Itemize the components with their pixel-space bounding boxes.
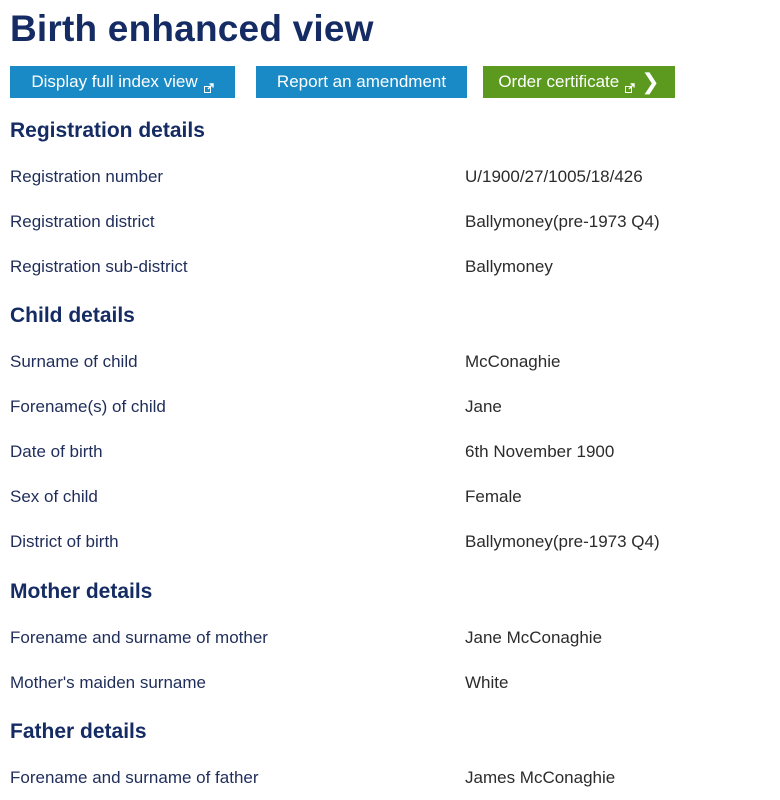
mother-maiden-surname-value: White <box>465 673 509 692</box>
registration-number-value: U/1900/27/1005/18/426 <box>465 167 643 186</box>
sex-of-child-label: Sex of child <box>10 487 98 506</box>
registration-district-value: Ballymoney(pre-1973 Q4) <box>465 212 660 231</box>
report-amendment-button[interactable] <box>256 66 467 98</box>
display-full-index-button[interactable] <box>10 66 235 98</box>
child-forename-label: Forename(s) of child <box>10 397 166 416</box>
district-of-birth-label: District of birth <box>10 532 119 551</box>
section-heading-child: Child details <box>10 304 135 327</box>
section-heading-father: Father details <box>10 720 147 743</box>
external-link-icon <box>625 78 635 88</box>
registration-number-label: Registration number <box>10 167 164 186</box>
display-full-index-label: Display full index view <box>31 72 198 91</box>
child-surname-label: Surname of child <box>10 352 138 371</box>
order-certificate-label: Order certificate <box>498 72 620 91</box>
date-of-birth-value: 6th November 1900 <box>465 442 615 461</box>
registration-sub-district-value: Ballymoney <box>465 257 553 276</box>
sex-of-child-value: Female <box>465 487 522 506</box>
child-surname-value: McConaghie <box>465 352 561 371</box>
mother-name-value: Jane McConaghie <box>465 628 603 647</box>
report-amendment-label: Report an amendment <box>276 72 447 91</box>
section-heading-registration: Registration details <box>10 119 205 142</box>
order-certificate-button[interactable] <box>483 66 675 98</box>
mother-maiden-surname-label: Mother's maiden surname <box>10 673 206 692</box>
registration-sub-district-label: Registration sub-district <box>10 257 188 276</box>
district-of-birth-value: Ballymoney(pre-1973 Q4) <box>465 532 660 551</box>
father-name-value: James McConaghie <box>465 768 616 787</box>
chevron-right-icon: ❯ <box>641 69 660 94</box>
date-of-birth-label: Date of birth <box>10 442 103 461</box>
father-name-label: Forename and surname of father <box>10 768 259 787</box>
registration-district-label: Registration district <box>10 212 155 231</box>
mother-name-label: Forename and surname of mother <box>10 628 268 647</box>
section-heading-mother: Mother details <box>10 580 153 603</box>
child-forename-value: Jane <box>465 397 502 416</box>
external-link-icon <box>204 78 214 88</box>
page-title: Birth enhanced view <box>10 8 374 49</box>
